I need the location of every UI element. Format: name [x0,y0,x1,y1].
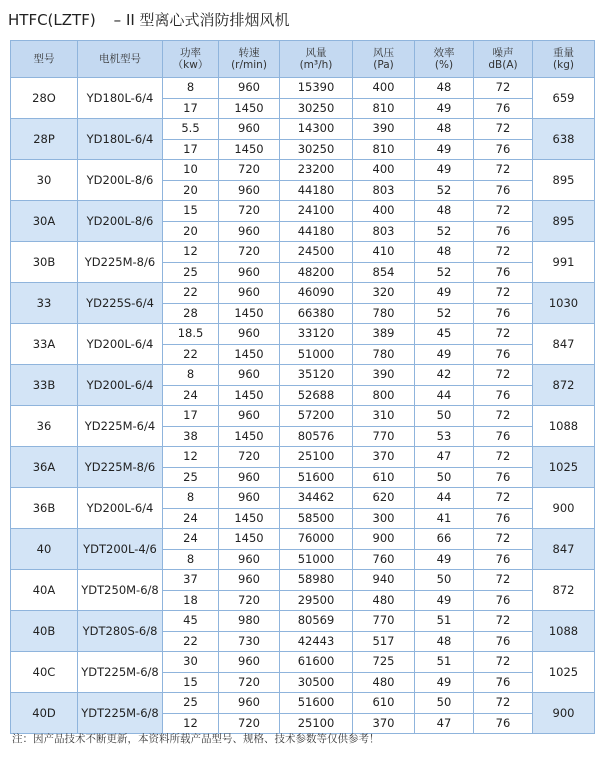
value-cell: 25100 [280,713,353,734]
value-cell: 810 [353,98,415,119]
page-title [8,8,290,32]
weight-cell: 1025 [533,652,595,693]
value-cell: 610 [353,467,415,488]
value-cell: 49 [415,283,474,304]
value-cell: 17 [163,406,219,427]
value-cell: 22 [163,283,219,304]
model-cell: 28P [11,119,78,160]
weight-cell: 895 [533,160,595,201]
value-cell: 12 [163,713,219,734]
value-cell: 370 [353,447,415,468]
footnote: 注：因产品技术不断更新，本资料所载产品型号、规格、技术参数等仅供参考！ [12,733,380,745]
value-cell: 76 [474,98,533,119]
value-cell: 25 [163,693,219,714]
column-header-label: (Pa) [373,59,394,71]
column-header-label: (r/min) [231,59,267,71]
table-row [11,283,595,304]
value-cell: 960 [219,570,280,591]
column-header-label: 风压 [373,47,394,59]
value-cell: 44 [415,385,474,406]
weight-cell: 1088 [533,406,595,447]
motor-cell: YDT225M-6/8 [78,652,163,693]
value-cell: 720 [219,160,280,181]
motor-cell: YD225M-8/6 [78,242,163,283]
value-cell: 960 [219,406,280,427]
value-cell: 44180 [280,180,353,201]
column-header [280,41,353,78]
value-cell: 51 [415,611,474,632]
column-header-label: 噪声 [492,47,514,59]
table-body [11,78,595,734]
weight-cell: 900 [533,693,595,734]
value-cell: 780 [353,303,415,324]
value-cell: 52 [415,262,474,283]
table-row [11,406,595,427]
value-cell: 76 [474,713,533,734]
value-cell: 1450 [219,139,280,160]
table-header-row [11,41,595,78]
value-cell: 50 [415,693,474,714]
column-header [353,41,415,78]
value-cell: 770 [353,426,415,447]
value-cell: 22 [163,344,219,365]
motor-cell: YD200L-8/6 [78,201,163,242]
value-cell: 49 [415,160,474,181]
value-cell: 730 [219,631,280,652]
value-cell: 720 [219,713,280,734]
value-cell: 72 [474,160,533,181]
value-cell: 50 [415,406,474,427]
value-cell: 76 [474,385,533,406]
spec-table [10,40,595,734]
value-cell: 66380 [280,303,353,324]
column-header [219,41,280,78]
table-row [11,201,595,222]
value-cell: 72 [474,488,533,509]
model-cell: 33B [11,365,78,406]
weight-cell: 900 [533,488,595,529]
value-cell: 517 [353,631,415,652]
column-header-label: (%) [434,59,454,71]
value-cell: 25 [163,467,219,488]
value-cell: 960 [219,467,280,488]
value-cell: 24 [163,529,219,550]
value-cell: 49 [415,139,474,160]
weight-cell: 872 [533,365,595,406]
value-cell: 49 [415,549,474,570]
value-cell: 720 [219,672,280,693]
value-cell: 48200 [280,262,353,283]
value-cell: 320 [353,283,415,304]
value-cell: 389 [353,324,415,345]
weight-cell: 847 [533,529,595,570]
column-header [533,41,595,78]
value-cell: 52688 [280,385,353,406]
weight-cell: 1025 [533,447,595,488]
value-cell: 35120 [280,365,353,386]
value-cell: 76 [474,426,533,447]
value-cell: 24500 [280,242,353,263]
value-cell: 72 [474,611,533,632]
value-cell: 725 [353,652,415,673]
value-cell: 300 [353,508,415,529]
value-cell: 44 [415,488,474,509]
value-cell: 780 [353,344,415,365]
table-row [11,488,595,509]
value-cell: 17 [163,98,219,119]
value-cell: 45 [415,324,474,345]
value-cell: 72 [474,242,533,263]
value-cell: 76 [474,672,533,693]
value-cell: 940 [353,570,415,591]
value-cell: 42443 [280,631,353,652]
value-cell: 33120 [280,324,353,345]
value-cell: 720 [219,447,280,468]
value-cell: 52 [415,221,474,242]
value-cell: 51600 [280,467,353,488]
value-cell: 57200 [280,406,353,427]
value-cell: 72 [474,529,533,550]
value-cell: 400 [353,78,415,99]
table-row [11,78,595,99]
column-header-label: 效率 [433,47,455,59]
table-row [11,693,595,714]
model-cell: 40 [11,529,78,570]
value-cell: 770 [353,611,415,632]
column-header [163,41,219,78]
value-cell: 18 [163,590,219,611]
motor-cell: YDT200L-4/6 [78,529,163,570]
motor-cell: YDT280S-6/8 [78,611,163,652]
value-cell: 72 [474,201,533,222]
value-cell: 48 [415,119,474,140]
value-cell: 72 [474,693,533,714]
value-cell: 72 [474,119,533,140]
value-cell: 960 [219,119,280,140]
table-row [11,324,595,345]
value-cell: 400 [353,201,415,222]
value-cell: 1450 [219,303,280,324]
value-cell: 854 [353,262,415,283]
value-cell: 49 [415,590,474,611]
value-cell: 22 [163,631,219,652]
value-cell: 48 [415,631,474,652]
value-cell: 803 [353,221,415,242]
value-cell: 960 [219,324,280,345]
value-cell: 23200 [280,160,353,181]
value-cell: 1450 [219,508,280,529]
table-row [11,652,595,673]
value-cell: 810 [353,139,415,160]
value-cell: 900 [353,529,415,550]
value-cell: 30500 [280,672,353,693]
weight-cell: 872 [533,570,595,611]
value-cell: 720 [219,590,280,611]
value-cell: 390 [353,365,415,386]
value-cell: 803 [353,180,415,201]
value-cell: 38 [163,426,219,447]
value-cell: 370 [353,713,415,734]
value-cell: 1450 [219,98,280,119]
value-cell: 72 [474,406,533,427]
value-cell: 72 [474,652,533,673]
value-cell: 45 [163,611,219,632]
value-cell: 48 [415,78,474,99]
value-cell: 72 [474,324,533,345]
value-cell: 76 [474,508,533,529]
value-cell: 66 [415,529,474,550]
value-cell: 37 [163,570,219,591]
value-cell: 72 [474,447,533,468]
weight-cell: 895 [533,201,595,242]
value-cell: 47 [415,713,474,734]
column-header-label: 风量 [305,47,327,59]
value-cell: 1450 [219,529,280,550]
weight-cell: 1030 [533,283,595,324]
value-cell: 15 [163,201,219,222]
motor-cell: YDT225M-6/8 [78,693,163,734]
value-cell: 50 [415,570,474,591]
weight-cell: 1088 [533,611,595,652]
column-header-label: 型号 [33,53,55,65]
value-cell: 1450 [219,426,280,447]
value-cell: 14300 [280,119,353,140]
column-header-label: (kg) [553,59,574,71]
value-cell: 52 [415,303,474,324]
value-cell: 29500 [280,590,353,611]
table-row [11,160,595,181]
value-cell: 960 [219,693,280,714]
value-cell: 24 [163,508,219,529]
column-header [474,41,533,78]
table-row [11,570,595,591]
value-cell: 10 [163,160,219,181]
model-cell: 30 [11,160,78,201]
value-cell: 72 [474,570,533,591]
value-cell: 480 [353,590,415,611]
value-cell: 30 [163,652,219,673]
value-cell: 15 [163,672,219,693]
motor-cell: YD225M-8/6 [78,447,163,488]
model-cell: 28O [11,78,78,119]
value-cell: 960 [219,283,280,304]
value-cell: 58500 [280,508,353,529]
value-cell: 24 [163,385,219,406]
value-cell: 8 [163,549,219,570]
value-cell: 51000 [280,549,353,570]
value-cell: 960 [219,488,280,509]
model-cell: 40D [11,693,78,734]
value-cell: 720 [219,242,280,263]
motor-cell: YD180L-6/4 [78,78,163,119]
column-header-label: 转速 [238,47,260,59]
value-cell: 47 [415,447,474,468]
value-cell: 76 [474,590,533,611]
motor-cell: YD200L-6/4 [78,324,163,365]
column-header-label: (m³/h) [299,59,333,71]
value-cell: 49 [415,344,474,365]
value-cell: 25100 [280,447,353,468]
motor-cell: YD200L-6/4 [78,365,163,406]
column-header-label: 重量 [553,47,574,59]
column-header-label: dB(A) [488,59,518,71]
value-cell: 960 [219,262,280,283]
value-cell: 41 [415,508,474,529]
value-cell: 76 [474,549,533,570]
value-cell: 42 [415,365,474,386]
value-cell: 760 [353,549,415,570]
value-cell: 15390 [280,78,353,99]
value-cell: 49 [415,98,474,119]
value-cell: 48 [415,201,474,222]
model-cell: 30A [11,201,78,242]
value-cell: 49 [415,672,474,693]
weight-cell: 991 [533,242,595,283]
column-header [78,41,163,78]
value-cell: 76 [474,631,533,652]
value-cell: 76 [474,221,533,242]
value-cell: 34462 [280,488,353,509]
value-cell: 8 [163,78,219,99]
value-cell: 76 [474,467,533,488]
value-cell: 18.5 [163,324,219,345]
value-cell: 51600 [280,693,353,714]
value-cell: 44180 [280,221,353,242]
motor-cell: YDT250M-6/8 [78,570,163,611]
value-cell: 76 [474,180,533,201]
table-row [11,365,595,386]
value-cell: 61600 [280,652,353,673]
value-cell: 960 [219,180,280,201]
model-cell: 30B [11,242,78,283]
value-cell: 800 [353,385,415,406]
value-cell: 72 [474,283,533,304]
value-cell: 72 [474,78,533,99]
weight-cell: 659 [533,78,595,119]
value-cell: 410 [353,242,415,263]
value-cell: 960 [219,652,280,673]
model-cell: 36A [11,447,78,488]
value-cell: 58980 [280,570,353,591]
value-cell: 52 [415,180,474,201]
value-cell: 76 [474,139,533,160]
value-cell: 1450 [219,385,280,406]
motor-cell: YD180L-6/4 [78,119,163,160]
model-cell: 40A [11,570,78,611]
motor-cell: YD200L-8/6 [78,160,163,201]
value-cell: 30250 [280,139,353,160]
table-row [11,611,595,632]
column-header [415,41,474,78]
table-row [11,119,595,140]
column-header-label: （kw） [172,59,209,71]
value-cell: 46090 [280,283,353,304]
value-cell: 48 [415,242,474,263]
value-cell: 51 [415,652,474,673]
model-cell: 36B [11,488,78,529]
model-cell: 33A [11,324,78,365]
weight-cell: 847 [533,324,595,365]
value-cell: 51000 [280,344,353,365]
value-cell: 400 [353,160,415,181]
table-row [11,447,595,468]
value-cell: 20 [163,221,219,242]
table-row [11,529,595,550]
value-cell: 76 [474,262,533,283]
value-cell: 12 [163,242,219,263]
column-header-label: 电机型号 [99,53,141,65]
column-header-label: 功率 [180,47,201,59]
value-cell: 76000 [280,529,353,550]
value-cell: 50 [415,467,474,488]
value-cell: 76 [474,344,533,365]
model-cell: 40B [11,611,78,652]
value-cell: 390 [353,119,415,140]
value-cell: 76 [474,303,533,324]
value-cell: 80576 [280,426,353,447]
value-cell: 5.5 [163,119,219,140]
value-cell: 72 [474,365,533,386]
motor-cell: YD225S-6/4 [78,283,163,324]
value-cell: 310 [353,406,415,427]
value-cell: 8 [163,365,219,386]
weight-cell: 638 [533,119,595,160]
value-cell: 30250 [280,98,353,119]
value-cell: 12 [163,447,219,468]
value-cell: 610 [353,693,415,714]
value-cell: 620 [353,488,415,509]
value-cell: 980 [219,611,280,632]
model-cell: 40C [11,652,78,693]
value-cell: 80569 [280,611,353,632]
value-cell: 720 [219,201,280,222]
value-cell: 53 [415,426,474,447]
value-cell: 960 [219,221,280,242]
model-cell: 36 [11,406,78,447]
value-cell: 960 [219,78,280,99]
model-cell: 33 [11,283,78,324]
value-cell: 25 [163,262,219,283]
table-row [11,242,595,263]
value-cell: 24100 [280,201,353,222]
column-header [11,41,78,78]
title-model: HTFC(LZTF) [8,11,96,29]
value-cell: 20 [163,180,219,201]
motor-cell: YD225M-6/4 [78,406,163,447]
value-cell: 8 [163,488,219,509]
value-cell: 17 [163,139,219,160]
title-description: – II 型离心式消防排烟风机 [113,11,290,29]
value-cell: 28 [163,303,219,324]
value-cell: 960 [219,549,280,570]
value-cell: 960 [219,365,280,386]
value-cell: 480 [353,672,415,693]
value-cell: 1450 [219,344,280,365]
motor-cell: YD200L-6/4 [78,488,163,529]
